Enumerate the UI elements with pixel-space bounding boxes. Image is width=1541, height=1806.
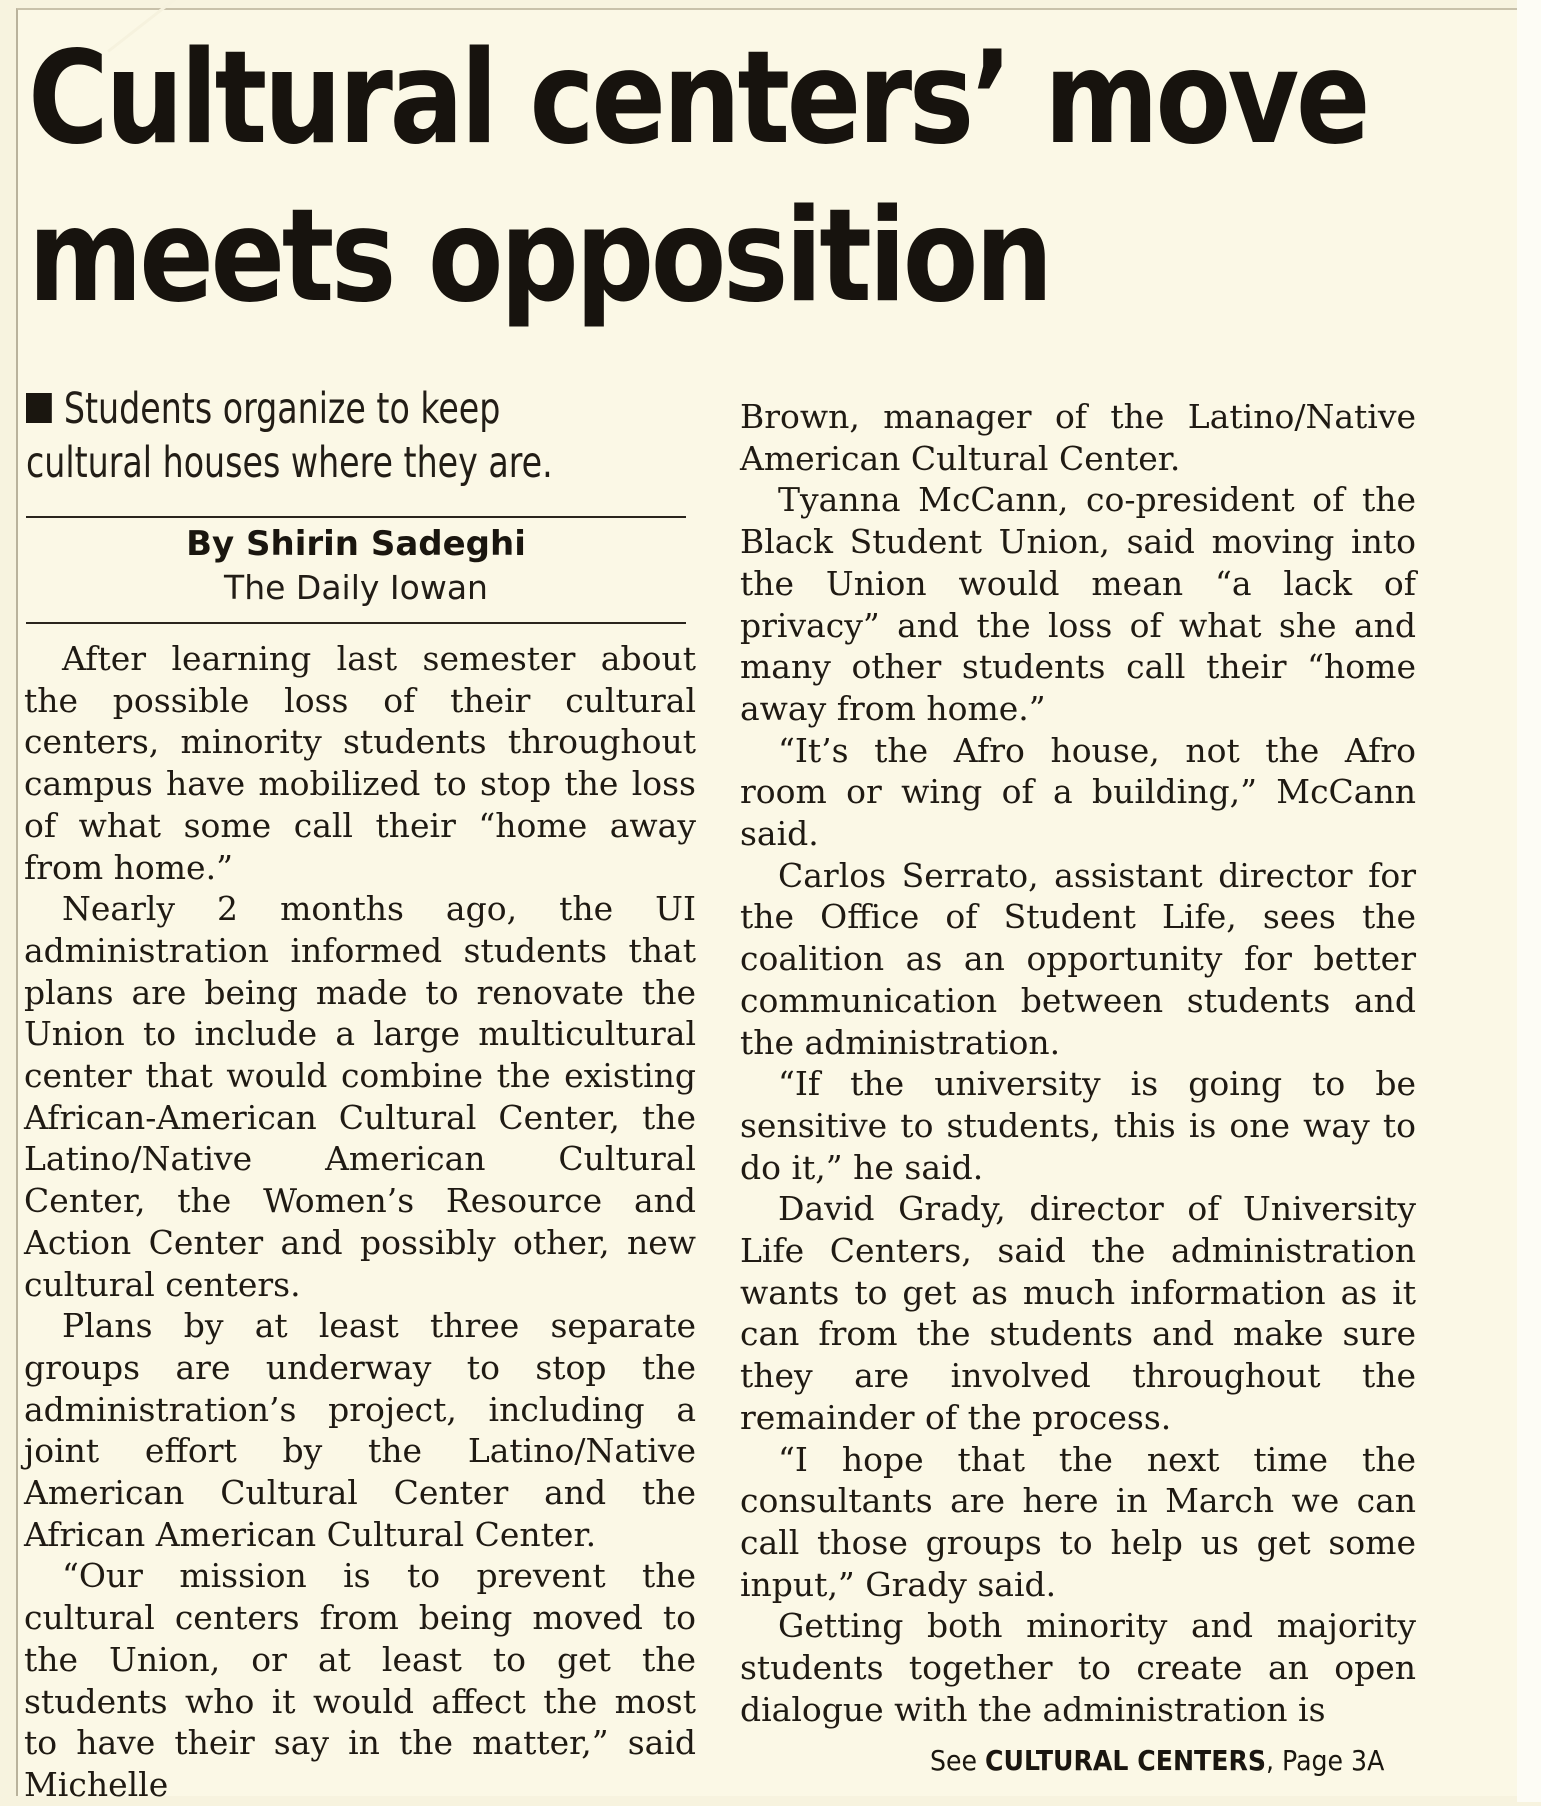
- headline-line-2: meets opposition: [28, 182, 1050, 331]
- paragraph: Tyanna McCann, co-president of the Black Student Union, said moving into the Union would mean “a lack of privacy” and the loss of what she and many other students call their “home away from home.”: [740, 480, 1416, 728]
- body-column-left: [24, 638, 696, 1806]
- paragraph: “It’s the Afro house, not the Afro room or wing of a building,” McCann said.: [740, 730, 1416, 854]
- jump-page: , Page 3A: [1266, 1744, 1385, 1777]
- headline-line-1: Cultural centers’ move: [28, 24, 1368, 173]
- byline-rule-top: [26, 516, 686, 518]
- paragraph: David Grady, director of University Life Centers, said the administration wants to get as much information as it can from the students and make sure they are involved throughout the remainder of the process.: [740, 1189, 1416, 1437]
- continuation-line: [930, 1744, 1384, 1778]
- jump-prefix: See: [930, 1744, 978, 1777]
- byline-rule-bottom: [26, 622, 686, 624]
- deck-text: Students organize to keep cultural houses where they are.: [26, 384, 553, 488]
- headline: [28, 20, 1368, 336]
- publication-name: The Daily Iowan: [224, 568, 488, 607]
- paragraph: Nearly 2 months ago, the UI administration informed students that plans are being made to renovate the Union to include a large multicultural center that would combine the existing African-American Cultural Center, the Latino/Native American Cultural Center, the Women’s Resource and Action Center and possibly other, new cultural centers.: [24, 889, 696, 1304]
- deck: [26, 382, 611, 490]
- paragraph: Plans by at least three separate groups are underway to stop the administration’s project, including a joint effort by the Latino/Native American Cultural Center and the African American Cultural Center.: [24, 1306, 696, 1554]
- bullet-square-icon: [26, 393, 52, 423]
- byline: By Shirin Sadeghi: [186, 524, 526, 564]
- jump-section: CULTURAL CENTERS: [985, 1744, 1267, 1777]
- paragraph: “I hope that the next time the consultants are here in March we can call those groups to help us get some input,” Grady said.: [740, 1439, 1416, 1604]
- paragraph: “Our mission is to prevent the cultural centers from being moved to the Union, or at least to get the students who it would affect the most to have their say in the matter,” said Michelle: [24, 1556, 696, 1804]
- paragraph: Getting both minority and majority students together to create an open dialogue with the administration is: [740, 1606, 1416, 1729]
- paragraph: “If the university is going to be sensitive to students, this is one way to do it,” he said.: [740, 1064, 1416, 1187]
- paragraph: Carlos Serrato, assistant director for the Office of Student Life, sees the coalition as an opportunity for better communication between students and the administration.: [740, 855, 1416, 1062]
- paragraph: Brown, manager of the Latino/Native American Cultural Center.: [740, 397, 1416, 478]
- paragraph: After learning last semester about the possible loss of their cultural centers, minority students throughout campus have mobilized to stop the loss of what some call their “home away from home.”: [24, 639, 696, 887]
- page-edge: [1517, 0, 1541, 1802]
- body-column-right: [740, 396, 1416, 1731]
